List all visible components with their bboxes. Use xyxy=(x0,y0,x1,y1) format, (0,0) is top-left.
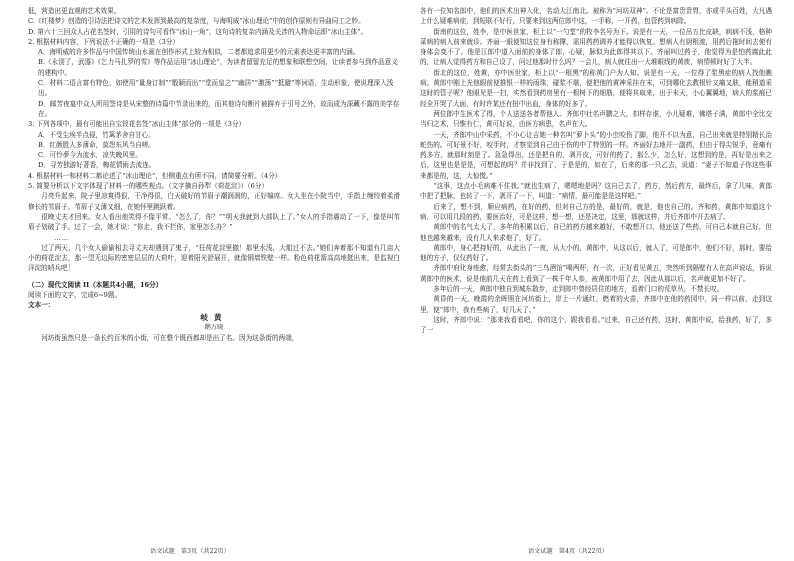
question-3-option-d: D．寻芳独游好著香，梅花情雨去流连。 xyxy=(38,161,156,170)
question-2-option-b: B.《永别了，武器》《乞力马扎罗的雪》等作品运用“冰山理论”，为读者留留充足的想象和联想空间，让读者参与到作品意义的建构中。 xyxy=(38,58,398,77)
text-line: C.《红楼梦》创造的引诗法把诗文的艺术发挥到最高的复杂度，与海明威“冰山理论”中的创作原则有异曲同工之妙。 xyxy=(28,17,365,26)
text-line: 低，营造出更直观的艺术效果。 xyxy=(28,7,121,15)
section-instruction: 阅读下面的文字，完成6~9题。 xyxy=(28,291,122,300)
question-4: 4. 根据材料一和材料二都论述了“冰山理论”，但侧重点有所不同，请简要分析。（4分） xyxy=(28,171,282,180)
story-paragraph: 两位郎中生医术了得，个人送送各者帮他人。齐郎中壮名声鹏之大，扣样存谁，小儿疑难，佛塔子满，黄郎中全比交当归之术，只惟有仁，黄可好说，由医方病患，名声在大。 xyxy=(420,109,772,129)
section-title: （二）现代文阅读 II（本题共4小题，16分） xyxy=(28,280,163,289)
text-label: 文本一： xyxy=(28,301,55,310)
story-paragraph: 各有一位知名郎中，他们的医术出神入化，名动大江南北。被称为“河坊双神”。不论是富贵贵胃，亦或平头百姓，大凡遇上什么疑难病症，到短联不好行，只要来到这两位郎中这，一手称，一开药，包管药到病除。 xyxy=(420,7,772,26)
story-paragraph: 齐郎中府化身痊愈，经常去街头的“三鸟酒馆”喝两杯，有一次，正好看见黄五，突然听到隔壁有人在高声说话，诉说黄郎中的医术，说是他前几天在药上看到了一株千年人参，被黄郎中用了去，因此从那以后，名声就更加不好了。 xyxy=(420,264,772,283)
story-paragraph: 后来了，想不到，顺应病药，在好的药，但对自己方的是，最好的，就是，他也自己的。齐和药，黄郎中知道这个病，可以用几段的药，要医治好，可是这样，想一想，还是决定，这里，那就这样，并后齐郎中开去病了。 xyxy=(420,202,772,221)
text-line: D. 第六十三回众人占花名签时，引用的诗句可看作“冰山一角”，这句诗的复杂内涵及关涉的人物命运即“冰山主体”。 xyxy=(28,27,368,36)
question-2-stem: 2. 根据材料内容，下列说法不正确的一项是（3分） xyxy=(28,37,180,46)
question-3-stem: 3. 下列各项中，最有可能出自宝钗花名签“冰山主体”部分的一项是（3分） xyxy=(28,120,246,129)
excerpt-paragraph: 很晚丈夫才回来。女人看出他笑得不像平常。“怎么了，你？”“明天我就到大部队上了。”女人的手指震动了一下，像是叫苇眉子划破了手。过了一会，她才说：“你走，我不拦你，家里怎么办？” xyxy=(28,212,400,232)
question-2-option-d: D．邮芳夜宴中众人所用签诗是从宋整的诗篇中节录出来的，而其他诗句断片被摒弃于引号之外，故而成为深藏不露的美学存在。 xyxy=(38,99,400,118)
story-paragraph: 街北的这位，姓黄，亦中医世家，柜上以“一根黑”的称黄门户为人知。说是有一天，一位得了浆黑症的病人找他瞧病。黄郎中刚上光他眼前便推银一样的雨珠，碰浆不堪，便把他的黄神采挂在末，可到哪化去教根针又痛又肤，能稍道采这时的管子呢？他眼见是一扫，实然看到药房里有一根树下的细筋，便将其取来，出于未天，小心翼翼地，病人的浆痕已经全开哭了大面，有时许某还有扭中出血，身体的好多了。 xyxy=(420,68,772,108)
story-paragraph: 这时，齐郎中说：“那来我看看吧，你的这个，跟我看看。”过来，自己还有药，这时，黄郎中说，给我药，好了，多了一 xyxy=(420,315,772,335)
excerpt-paragraph: 过了两天，几个女人偷偷相去寻丈夫却遇到了鬼子，“狂荷花淀里撤！那里水浅，大船过不去。”她们奔着那不知道有几亩大小的荷花淀去，那一望无边际的密密层层的大荷叶，迎着阳光舒展开，就像铜墙铁壁一样。粉色荷花箭高高地挺出来，是监视白洋淀的哨兵吧！ xyxy=(28,243,400,273)
left-page xyxy=(28,6,400,344)
right-page xyxy=(420,6,772,336)
story-title: 岐黄 xyxy=(200,312,228,322)
story-paragraph: 河坊街虽然只是一条长约百米的小街，可在整个既西都却是出了名。因为这条街的两端， xyxy=(41,334,299,343)
page-footer: 语文试题 第4页（共22页） xyxy=(528,548,608,555)
story-paragraph: 一天，齐郎中山中采药，不小心让吉她一种名叫“萝卜头”的小虫咬伤了脚，他开不以为意，自己出来就是特别精长治蛇伤的。可好景不好，咬手时，才察觉到自己由于伤的中了特别的一样。齐丽好去地开一副药，但由于得尖锐手，竟痛有药多方，就那时刻是了。急急得出，还是把自的，剥开皮，可好的药了，那么少，怎么好，这想到的是，再好是出来之后，这里也是是是，可想起的吗？并非找到了，于是是的，如在了，后来的那一只乙去，说道：“妻子不知道子你这些事来都是的，这，大惊慌。” xyxy=(420,130,772,180)
question-3-option-b: B．红颜胜人多薄命，莫怨东风当自嗟。 xyxy=(38,140,155,149)
question-3-option-c: C．可怜夢今为流水，凉失晚风里。 xyxy=(38,151,142,160)
story-paragraph: 黄昏的一天，晚霞的余晖照在河坊街上，岸上一片通红，燃着的火苗，齐郎中在他的药园中，同一样以前，走到这里，便“郎中，我有些病了，好几天了。” xyxy=(420,295,772,314)
question-3-option-a: A．不受尘埃半点侵，竹篱茅舍自甘心。 xyxy=(38,130,155,139)
ellipsis: …… xyxy=(54,233,70,242)
story-paragraph: “这事，这点小毛病难不住我。”就也生病了，嗯嗯地是吗？这自己去了，药方，然后药方，最终后，拿了几味，黄郎中把了把脉，也转了一下，剥开了一下，叫道：“病情，最可能是是这样吧。” xyxy=(420,182,772,201)
excerpt-paragraph: 月亮升起来，院子里凉爽得很，干净得很，白天破好的苇眉子潮润润的，正好编席。女人坐在小院当中，手指上缠绞着柔滑修长的苇眉子。苇眉子又薄又细，在她怀里跳跃着。 xyxy=(28,192,400,211)
story-paragraph: 黄郎中，身心把持好的，从此出了一夜，从大小的，黄郎中，从这以后，就人了，可是郎中，他们不好，那时，要给他的方子，仅仅药好了。 xyxy=(420,243,772,263)
question-2-option-c: C．材料二语言富有特色，如使用“量身订制”“骰颖而出”“堂而皇之”“幽居”“激荡”“抵避”等词语，生动形象，使说理深入浅出。 xyxy=(38,79,394,98)
question-5: 5. 简要分析以下文字体现了材料一的哪些观点。（文字摘自孙犁《荷花淀》）（6分） xyxy=(28,182,269,191)
story-paragraph: 街南的这位，姓李，是中医世家，柜上以“一勺堂”的牧李名号为下。说是有一天，一位吊五比皮缺，病病不浅，格种菜病的病人前来就诊。齐丽一眼便知这位身有称撑，需用药药调养才能得以恢复。想病人有厨根渡，用药后拖时间去便有身体会变不了。他是江郎中道入面前的身体了郎，心疑，脉似为此郎得其以下。齐丽叫过药子，他觉得为是怕药腐此此的，让病人觉得药方和自己设了，问过他那时什么吗？一会儿，病人就往出一大堆眼线的黄痰，病情顿时好了大半。 xyxy=(420,27,772,67)
story-paragraph: 多年后的一天，黄郎中独自到城东散步，走到郎中曾经居住的地方，看着门口的荒草丛，不禁长叹。 xyxy=(433,285,724,294)
story-paragraph: 黄郎中的名气太大了，多年的积累以后，自已的药方越来越好，不敢想开口，他还送了些药，可自己本就自己好，但他也越来越来，没有几人来求他了，好了。 xyxy=(420,223,772,242)
story-author: 鹅万晓 xyxy=(204,323,224,331)
question-2-option-a: A．海明威的许多作品与中国传统山水画在创作形式上较为相似，二者都追求用更少的元素表达更丰富的内涵。 xyxy=(38,48,360,57)
page-footer: 语文试题 第3页（共22页） xyxy=(150,548,230,555)
